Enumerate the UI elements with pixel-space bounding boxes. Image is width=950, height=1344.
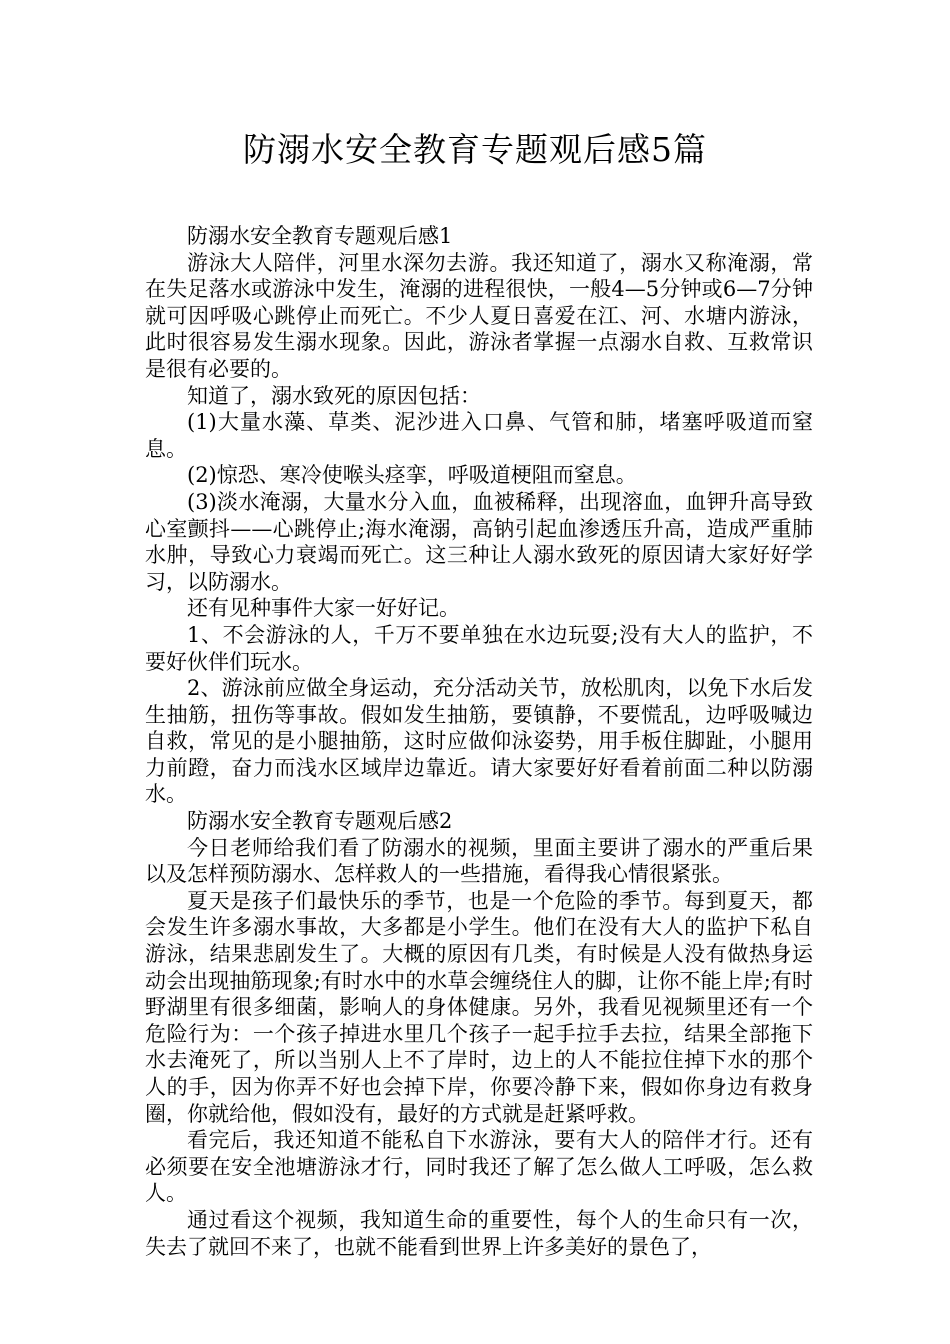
paragraph: 看完后，我还知道不能私自下水游泳，要有大人的陪伴才行。还有必须要在安全池塘游泳才行，同时我还了解了怎么做人工呼吸，怎么救人。 — [145, 1128, 813, 1206]
section-heading-1: 防溺水安全教育专题观后感1 — [187, 224, 453, 248]
paragraph: 知道了，溺水致死的原因包括： — [187, 383, 481, 408]
list-item: 1、不会游泳的人，千万不要单独在水边玩耍;没有大人的监护，不要好伙伴们玩水。 — [145, 622, 813, 674]
paragraph: 还有见种事件大家一好好记。 — [187, 596, 460, 621]
paragraph: 今日老师给我们看了防溺水的视频，里面主要讲了溺水的严重后果以及怎样预防溺水、怎样救人的一些措施，看得我心情很紧张。 — [145, 835, 813, 887]
paragraph: 游泳大人陪伴，河里水深勿去游。我还知道了，溺水又称淹溺，常在失足落水或游泳中发生，淹溺的进程很快，一般4—5分钟或6—7分钟就可因呼吸心跳停止而死亡。不少人夏日喜爱在江、河、水塘内游泳，此时很容易发生溺水现象。因此，游泳者掌握一点溺水自救、互救常识是很有必要的。 — [145, 250, 813, 381]
paragraph: 夏天是孩子们最快乐的季节，也是一个危险的季节。每到夏天，都会发生许多溺水事故，大多都是小学生。他们在没有大人的监护下私自游泳，结果悲剧发生了。大概的原因有几类，有时候是人没有做热身运动会出现抽筋现象;有时水中的水草会缠绕住人的脚，让你不能上岸;有时野湖里有很多细菌，影响人的身体健康。另外，我看见视频里还有一个危险行为：一个孩子掉进水里几个孩子一起手拉手去拉，结果全部拖下水去淹死了，所以当别人上不了岸时，边上的人不能拉住掉下水的那个人的手，因为你弄不好也会掉下岸，你要冷静下来，假如你身边有救身圈，你就给他，假如没有，最好的方式就是赶紧呼救。 — [145, 888, 813, 1126]
section-heading-2: 防溺水安全教育专题观后感2 — [187, 809, 453, 834]
list-item: (1)大量水藻、草类、泥沙进入口鼻、气管和肺，堵塞呼吸道而窒息。 — [145, 410, 813, 461]
list-item: 2、游泳前应做全身运动，充分活动关节，放松肌肉，以免下水后发生抽筋，扭伤等事故。假如发生抽筋，要镇静，不要慌乱，边呼吸喊边自救，常见的是小腿抽筋，这时应做仰泳姿势，用手板住脚趾，小腿用力前蹬，奋力而浅水区域岸边靠近。请大家要好好看着前面二种以防溺水。 — [145, 676, 813, 807]
list-item: (3)淡水淹溺，大量水分入血，血被稀释，出现溶血，血钾升高导致心室颤抖——心跳停止;海水淹溺，高钠引起血渗透压升高，造成严重肺水肿，导致心力衰竭而死亡。这三种让人溺水致死的原因请大家好好学习，以防溺水。 — [145, 489, 813, 594]
list-item: (2)惊恐、寒冷使喉头痉挛，呼吸道梗阻而窒息。 — [187, 463, 637, 488]
document-body — [145, 223, 813, 1260]
document-title: 防溺水安全教育专题观后感5篇 — [243, 130, 707, 169]
paragraph: 通过看这个视频，我知道生命的重要性，每个人的生命只有一次，失去了就回不来了，也就不能看到世界上许多美好的景色了， — [145, 1207, 813, 1259]
